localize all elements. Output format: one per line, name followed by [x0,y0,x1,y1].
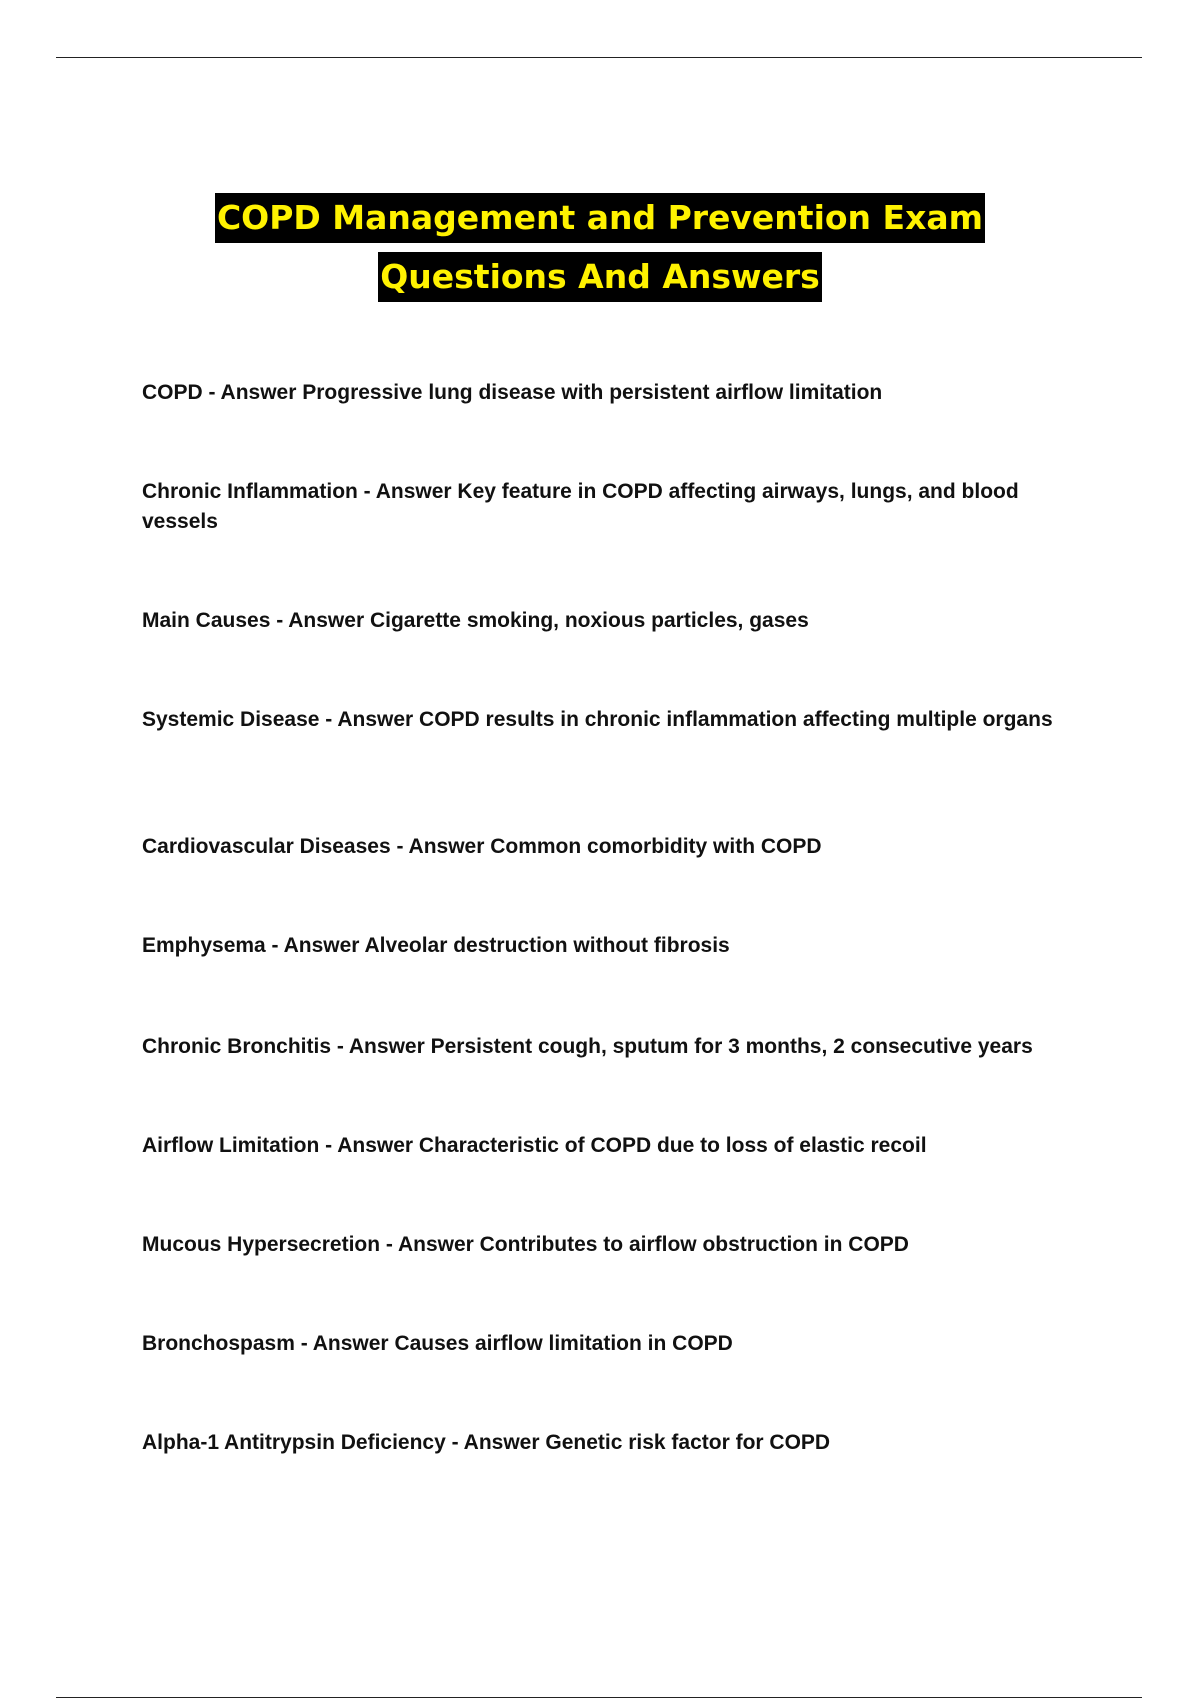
top-divider [56,57,1142,58]
qa-item-cardiovascular-diseases: Cardiovascular Diseases - Answer Common comorbidity with COPD [142,835,822,858]
document-title [0,188,1200,306]
qa-item-emphysema: Emphysema - Answer Alveolar destruction without fibrosis [142,934,730,957]
qa-item-airflow-limitation: Airflow Limitation - Answer Characteristic of COPD due to loss of elastic recoil [142,1134,927,1157]
qa-item-systemic-disease: Systemic Disease - Answer COPD results in chronic inflammation affecting multiple organs [142,708,1053,731]
qa-item-chronic-bronchitis: Chronic Bronchitis - Answer Persistent cough, sputum for 3 months, 2 consecutive years [142,1035,1033,1058]
qa-item-copd: COPD - Answer Progressive lung disease with persistent airflow limitation [142,381,883,404]
qa-item-main-causes: Main Causes - Answer Cigarette smoking, noxious particles, gases [142,609,809,632]
qa-item-bronchospasm: Bronchospasm - Answer Causes airflow limitation in COPD [142,1332,733,1355]
qa-item-chronic-inflammation: Chronic Inflammation - Answer Key feature in COPD affecting airways, lungs, and blood vessels [142,480,1019,533]
bottom-divider [56,1697,1142,1698]
title-line-1: COPD Management and Prevention Exam [215,193,985,243]
title-line-2: Questions And Answers [378,252,822,302]
qa-item-mucous-hypersecretion: Mucous Hypersecretion - Answer Contributes to airflow obstruction in COPD [142,1233,909,1256]
qa-item-alpha1-antitrypsin: Alpha-1 Antitrypsin Deficiency - Answer Genetic risk factor for COPD [142,1431,831,1454]
